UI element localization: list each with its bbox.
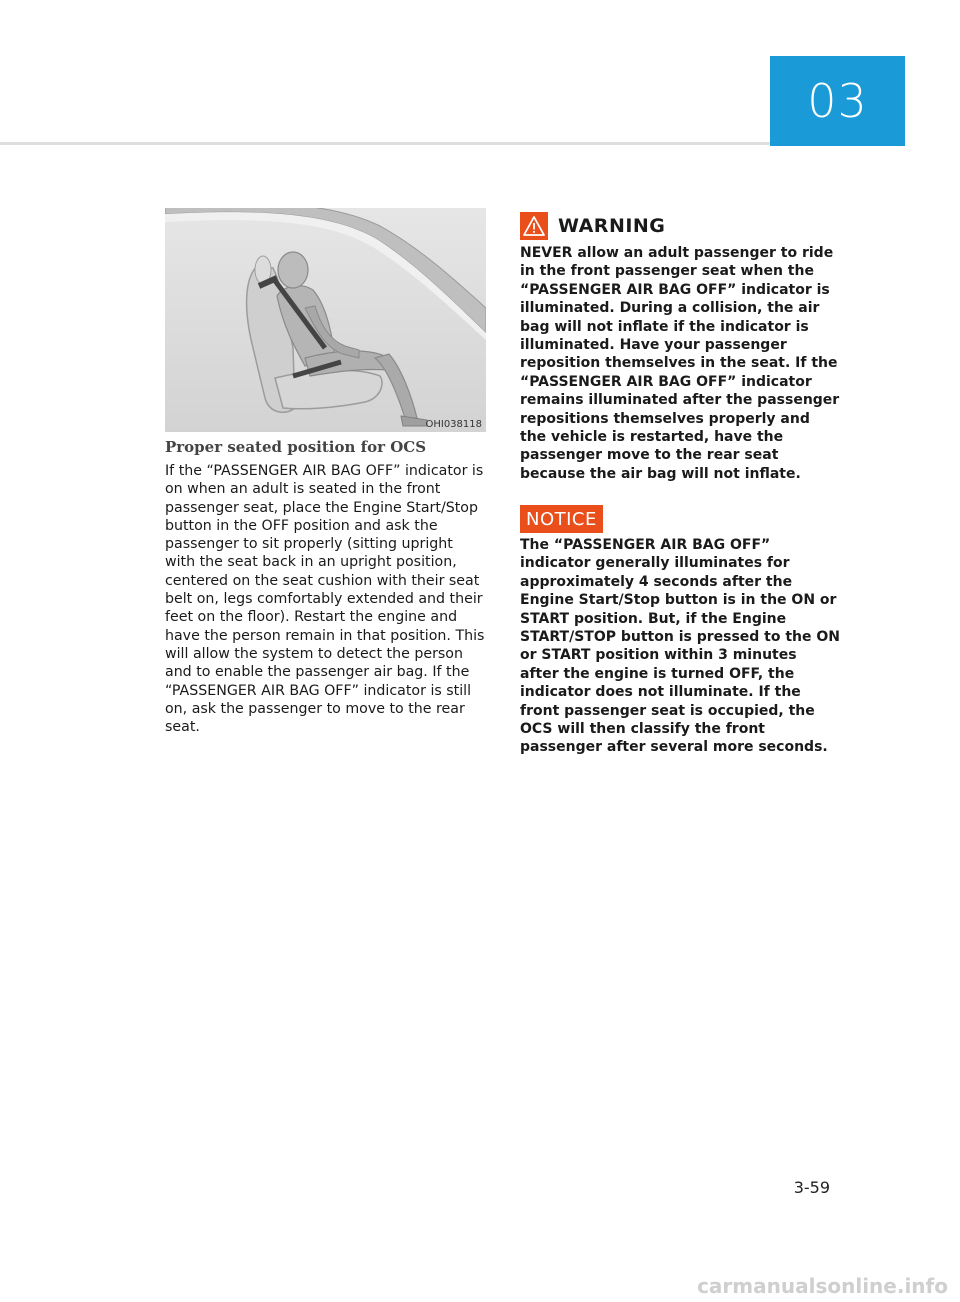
chapter-tab bbox=[770, 56, 905, 146]
warning-triangle-icon bbox=[520, 212, 548, 240]
figure-code: OHI038118 bbox=[425, 419, 482, 430]
seated-passenger-figure bbox=[165, 208, 486, 432]
body-paragraph: If the “PASSENGER AIR BAG OFF” indicator is on when an adult is seated in the front passenger seat, place the Engine Start/Stop button in the OFF position and ask the passenger to sit properly (sitting upright with the seat back in an upright position, centered on the seat cushion with their seat belt on, legs comfortably extended and their feet on the floor). Restart the engine and have the person remain in that position. This will allow the system to detect the person and to enable the passenger air bag. If the “PASSENGER AIR BAG OFF” indicator is still on, ask the passenger to move to the rear seat. bbox=[165, 463, 485, 736]
watermark: carmanualsonline.info bbox=[697, 1274, 948, 1298]
page-number: 3-59 bbox=[793, 1178, 830, 1197]
chapter-number: 03 bbox=[807, 74, 868, 128]
seated-passenger-illustration bbox=[165, 208, 486, 432]
warning-title: WARNING bbox=[558, 215, 666, 237]
warning-text: NEVER allow an adult passenger to ride in the front passenger seat when the “PASSENGER AIR BAG OFF” indicator is illuminated. During a collision, the air bag will not inflate if the indicator is illuminated. Have your passenger reposition themselves in the seat. If the “PASSENGER AIR BAG OFF” indicator remains illuminated after the passenger repositions themselves properly and the vehicle is restarted, have the passenger move to the rear seat because the air bag will not inflate. bbox=[520, 245, 840, 482]
notice-badge bbox=[520, 505, 603, 533]
warning-heading bbox=[520, 212, 665, 240]
figure-caption: Proper seated position for OCS bbox=[165, 438, 427, 456]
notice-label: NOTICE bbox=[526, 508, 597, 530]
notice-text: The “PASSENGER AIR BAG OFF” indicator generally illuminates for approximately 4 seconds after the Engine Start/Stop button is in the ON or START position. But, if the Engine START/STOP button is pressed to the ON or START position within 3 minutes after the engine is turned OFF, the indicator does not illuminate. If the front passenger seat is occupied, the OCS will then classify the front passenger after several more seconds. bbox=[520, 537, 841, 756]
header-rule bbox=[0, 142, 770, 145]
